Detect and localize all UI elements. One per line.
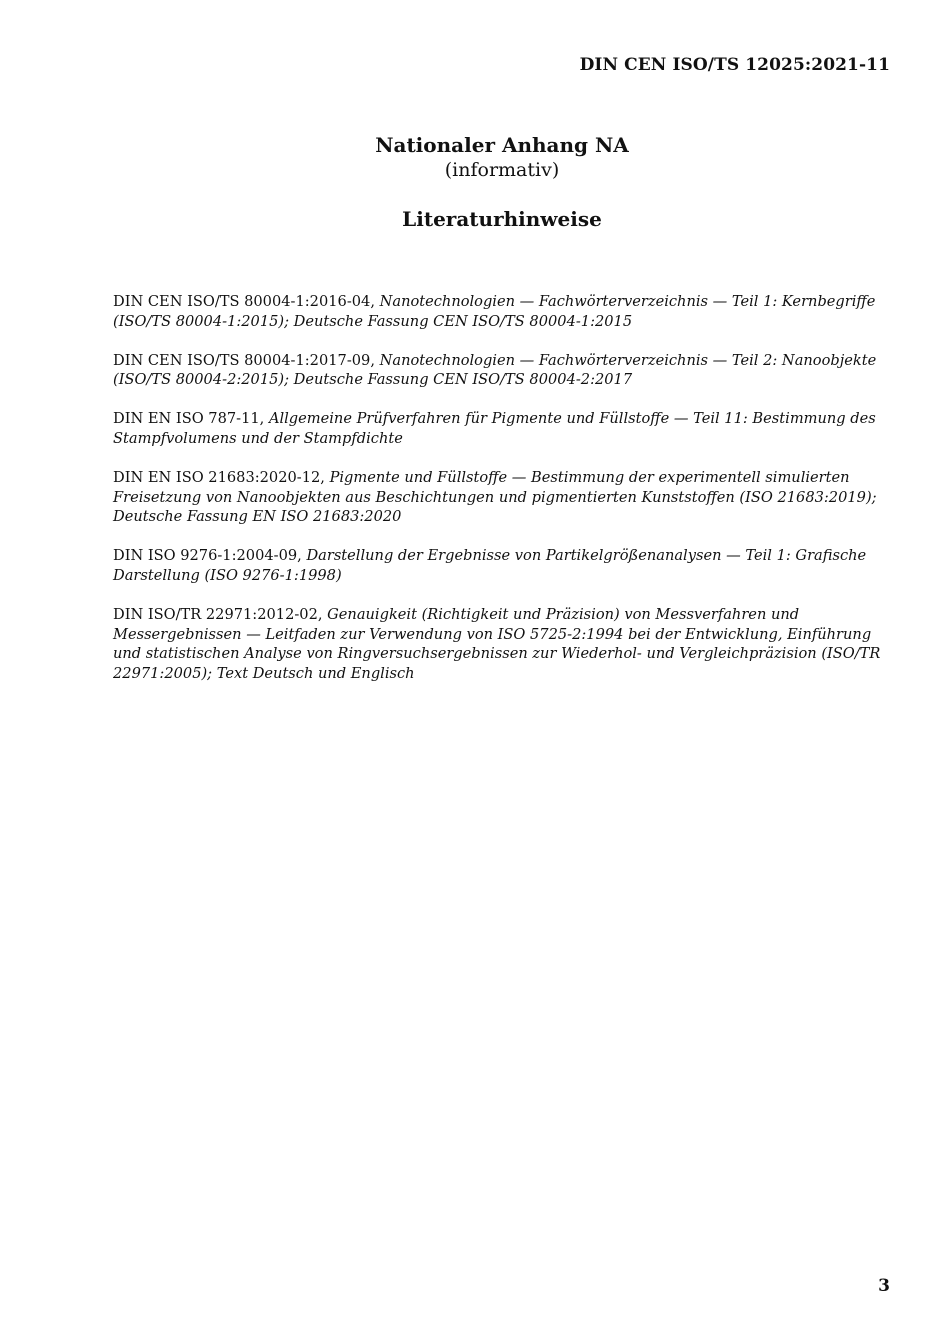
reference-designation: DIN EN ISO 787-11, [113, 410, 269, 428]
annex-subtitle: (informativ) [444, 159, 560, 181]
reference-designation: DIN CEN ISO/TS 80004-1:2016-04, [113, 293, 380, 310]
reference-designation: DIN ISO/TR 22971:2012-02, [113, 605, 328, 623]
section-title: Literaturhinweise [402, 207, 602, 231]
annex-heading [0, 132, 950, 182]
reference-list [113, 292, 898, 703]
annex-title: Nationaler Anhang NA [375, 133, 629, 157]
reference-title: Darstellung der Ergebnisse von Partikelgrößenanalysen — Teil 1: Grafische Darstellung (ISO 9276-1:1998) [113, 547, 867, 584]
reference-title: Nanotechnologien — Fachwörterverzeichnis — Teil 2: Nanoobjekte (ISO/TS 80004-2:2015); Deutsche Fassung CEN ISO/TS 80004-2:2017 [113, 351, 877, 389]
reference-designation: DIN ISO 9276-1:2004-09, [113, 547, 307, 565]
reference-item [113, 546, 898, 586]
reference-designation: DIN EN ISO 21683:2020-12, [113, 468, 330, 486]
reference-item [113, 605, 898, 684]
reference-title: Pigmente und Füllstoffe — Bestimmung der experimentell simulierten Freisetzung von Nanoobjekten aus Beschichtungen und pigmentierten Kunststoffen (ISO 21683:2019); Deutsche Fassung EN ISO 21683:2020 [113, 468, 877, 526]
reference-item [113, 351, 898, 391]
reference-title: Genauigkeit (Richtigkeit und Präzision) von Messverfahren und Messergebnissen — Leitfaden zur Verwendung von ISO 5725-2:1994 bei der Entwicklung, Einführung und statistischen Analyse von Ringversuchsergebnissen zur Wiederhol- und Vergleichpräzision (ISO/TR 22971:2005); Text Deutsch und Englisch [113, 605, 881, 683]
reference-item [113, 292, 898, 332]
reference-designation: DIN CEN ISO/TS 80004-1:2017-09, [113, 351, 380, 369]
reference-item [113, 409, 898, 449]
page-number: 3 [878, 1276, 890, 1296]
reference-title: Nanotechnologien — Fachwörterverzeichnis — Teil 1: Kernbegriffe (ISO/TS 80004-1:2015); Deutsche Fassung CEN ISO/TS 80004-1:2015 [113, 293, 876, 330]
reference-title: Allgemeine Prüfverfahren für Pigmente und Füllstoffe — Teil 11: Bestimmung des Stampfvolumens und der Stampfdichte [113, 410, 876, 447]
document-id-header: DIN CEN ISO/TS 12025:2021-11 [579, 55, 890, 75]
reference-item [113, 468, 898, 527]
